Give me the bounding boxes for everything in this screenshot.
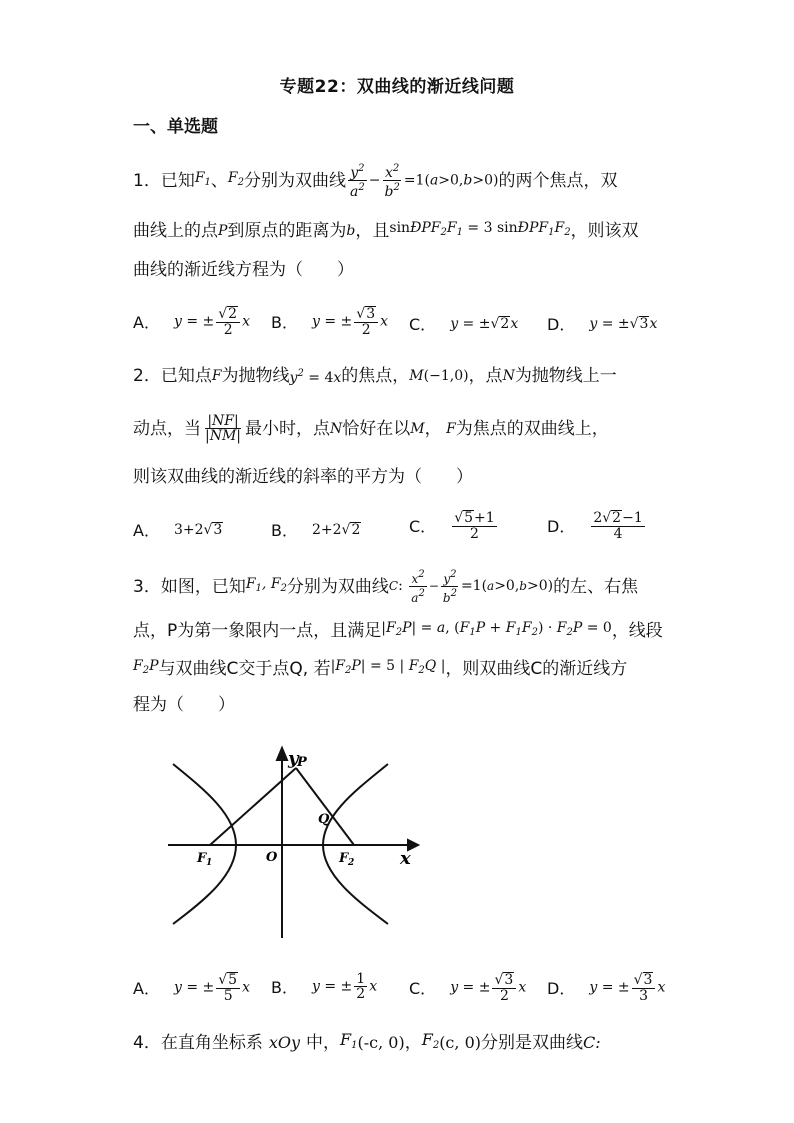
label-f2-sub: 2 <box>348 858 355 868</box>
label-o: O <box>266 850 278 865</box>
label-f1-sub: 1 <box>206 858 213 868</box>
q3-option-d: D． y = ± √ 3 3 x <box>547 972 666 1004</box>
q2-line-3: 则该双曲线的渐近线的斜率的平方为（ ） <box>133 467 473 487</box>
q1-option-b: B． y = ± √ 3 2 x <box>271 306 389 338</box>
q3-line-1: 3．如图，已知 $F_1$, $F_2$ 分别为双曲线 C: $\frac{x^2}{a^2}$ − $\frac{y^2}{b^2}$ =1(a>0,b>0) 的左、右焦 <box>133 569 639 605</box>
page-title: 专题22：双曲线的渐近线问题 <box>279 77 515 97</box>
q3-option-b: B． y = ± $\frac{1}{2}$ x <box>271 971 378 1002</box>
label-f2: F <box>339 851 349 866</box>
q1-option-d: D． y = ± √ 3 x <box>547 315 658 334</box>
q1-option-c: C． y = ± √ 2 x <box>409 315 519 334</box>
ratio-nf-nm: $\frac{|NF|}{|NM|}$ <box>205 413 242 444</box>
segment-f1p <box>210 768 296 845</box>
q1-line-3: 曲线的渐近线方程为（ ） <box>133 260 354 280</box>
y-axis-arrow <box>277 748 287 760</box>
sine-condition: $\sin ÐPF_2F_1 = 3$ $\sin ÐPF_1F_2$ <box>389 220 571 238</box>
label-p: P <box>297 755 307 770</box>
hyperbola-equation-1: $\frac{y^2}{a^2}$ − $\frac{x^2}{b^2}$ =1(a>0,b>0) <box>350 163 499 200</box>
q1-line-1: 1．已知 $F_1$ 、 $F_2$ 分别为双曲线 $\frac{y^2}{a^2}$ − $\frac{x^2}{b^2}$ =1(a>0,b>0) 的两个焦点，双 <box>133 163 618 200</box>
label-q: Q <box>318 812 330 827</box>
q3-line-3: $F_2P$ 与双曲线C交于点Q, 若 $|F_2P| = 5$ | $F_2Q$ | ，则双曲线C的渐近线方 <box>133 658 628 679</box>
q2-option-c: C． √ 5 +1 2 <box>409 510 495 542</box>
q3-line-4: 程为（ ） <box>133 695 235 715</box>
q4-line-1: 4．在直角坐标系 xOy 中， $F_1$ (-c, 0) ， $F_2$ (c, 0) 分别是双曲线 C: <box>133 1030 601 1053</box>
vector-condition: $|F_2P| = a$, $(F_1P + F_1F_2) \cdot F_2P = 0$ <box>381 620 612 638</box>
q3-option-a: A． y = ± √ 5 5 x <box>133 972 250 1004</box>
q1-option-a: A． y = ± √ 2 2 x <box>133 306 250 338</box>
f1-symbol: $F_1$ <box>194 170 211 188</box>
f2-symbol: $F_2$ <box>227 170 245 188</box>
q3-option-c: C． y = ± √ 3 2 x <box>409 972 527 1004</box>
q2-option-a: A． 3+2 √ 3 <box>133 521 223 540</box>
parabola-equation: $y^2 = 4x$ <box>289 368 342 386</box>
label-x: x <box>400 848 411 869</box>
q1-line-2: 曲线上的点 P 到原点的距离为 b ，且 $\sin ÐPF_2F_1 = 3$ $\sin ÐPF_1F_2$ ，则该双 <box>133 216 639 245</box>
label-f1: F <box>197 851 207 866</box>
section-heading: 一、单选题 <box>133 117 218 137</box>
q2-option-b: B． 2+2 √ 2 <box>271 521 361 540</box>
hyperbola-equation-3: C: $\frac{x^2}{a^2}$ − $\frac{y^2}{b^2}$ =1(a>0,b>0) <box>388 569 554 605</box>
q2-option-d: D． 2 √ 2 −1 4 <box>547 510 643 542</box>
q3-line-2: 点，P为第一象限内一点，且满足 $|F_2P| = a$, $(F_1P + F_1F_2) \cdot F_2P = 0$ ，线段 <box>133 616 663 645</box>
label-y: y <box>288 748 299 769</box>
q2-line-1: 2．已知点 F 为抛物线 $y^2 = 4x$ 的焦点， M(−1,0) ，点 N 为抛物线上一 <box>133 362 617 390</box>
q2-line-2: 动点，当 $\frac{|NF|}{|NM|}$ 最小时，点 N 恰好在以 M ， F 为焦点的双曲线上， <box>133 413 609 444</box>
